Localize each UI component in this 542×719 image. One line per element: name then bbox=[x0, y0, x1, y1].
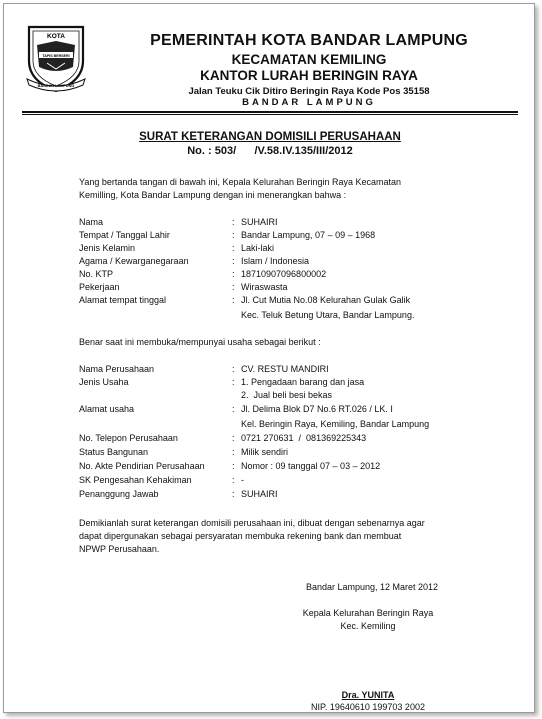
field-label: Jenis Kelamin bbox=[79, 243, 136, 253]
field-value: Jl. Delima Blok D7 No.6 RT.026 / LK. I bbox=[241, 404, 393, 414]
closing-line-2: dapat dipergunakan sebagai persyaratan membuka rekening bank dan membuat bbox=[79, 531, 402, 541]
field-colon: : bbox=[232, 404, 235, 414]
field-colon: : bbox=[232, 243, 235, 253]
field-label: No. Akte Pendirian Perusahaan bbox=[79, 461, 205, 471]
field-value: Laki-laki bbox=[241, 243, 275, 253]
field-colon: : bbox=[232, 295, 235, 305]
field-label: No. KTP bbox=[79, 269, 114, 279]
field-value: Nomor : 09 tanggal 07 – 03 – 2012 bbox=[241, 461, 381, 471]
header-address: Jalan Teuku Cik Ditiro Beringin Raya Kode Pos 35158 bbox=[188, 86, 430, 97]
closing-line-1: Demikianlah surat keterangan domisili perusahaan ini, dibuat dengan sebenarnya agar bbox=[79, 518, 425, 528]
place-date: Bandar Lampung, 12 Maret 2012 bbox=[305, 582, 439, 592]
logo-ribbon-text: BANDAR LAMPUNG bbox=[37, 84, 75, 88]
city-emblem-logo bbox=[23, 17, 89, 95]
field-label: Tempat / Tanggal Lahir bbox=[79, 230, 170, 240]
field-label: Nama Perusahaan bbox=[79, 364, 155, 374]
header-government: PEMERINTAH KOTA BANDAR LAMPUNG bbox=[150, 32, 468, 49]
field-label: Penanggung Jawab bbox=[79, 489, 159, 499]
field-label: Status Bangunan bbox=[79, 447, 149, 457]
signer-title-1: Kepala Kelurahan Beringin Raya bbox=[302, 608, 434, 618]
field-value: Bandar Lampung, 07 – 09 – 1968 bbox=[241, 230, 376, 240]
business-intro: Benar saat ini membuka/mempunyai usaha sebagai berikut : bbox=[79, 337, 321, 347]
logo-text-kota: KOTA bbox=[47, 33, 65, 40]
logo-badge-text: TAPIS BERSERI bbox=[42, 54, 70, 58]
field-label: Alamat tempat tinggal bbox=[79, 295, 167, 305]
field-colon: : bbox=[232, 217, 235, 227]
field-value: Wiraswasta bbox=[241, 282, 288, 292]
field-value: 0721 270631 / 081369225343 bbox=[241, 433, 367, 443]
field-value: 1. Pengadaan barang dan jasa bbox=[241, 377, 365, 387]
intro-line-2: Kemilling, Kota Bandar Lampung dengan ini menerangkan bahwa : bbox=[79, 190, 347, 200]
field-colon: : bbox=[232, 230, 235, 240]
document-title: SURAT KETERANGAN DOMISILI PERUSAHAAN bbox=[139, 131, 401, 143]
field-value: SUHAIRI bbox=[241, 489, 278, 499]
field-value-continued: Kel. Beringin Raya, Kemiling, Bandar Lampung bbox=[241, 419, 430, 429]
field-label: Alamat usaha bbox=[79, 404, 135, 414]
intro-line-1: Yang bertanda tangan di bawah ini, Kepala Kelurahan Beringin Raya Kecamatan bbox=[79, 177, 402, 187]
field-label: Nama bbox=[79, 217, 104, 227]
field-value: Jl. Cut Mutia No.08 Kelurahan Gulak Galik bbox=[241, 295, 411, 305]
field-label: Agama / Kewarganegaraan bbox=[79, 256, 189, 266]
field-colon: : bbox=[232, 489, 235, 499]
field-label: Jenis Usaha bbox=[79, 377, 129, 387]
header-district: KECAMATAN KEMILING bbox=[231, 52, 387, 67]
signer-name: Dra. YUNITA bbox=[341, 690, 395, 700]
signer-nip: NIP. 19640610 199703 2002 bbox=[311, 702, 425, 712]
field-value: Milik sendiri bbox=[241, 447, 289, 457]
field-value-continued: Kec. Teluk Betung Utara, Bandar Lampung. bbox=[241, 310, 415, 320]
field-value: SUHAIRI bbox=[241, 217, 278, 227]
field-label: No. Telepon Perusahaan bbox=[79, 433, 178, 443]
field-colon: : bbox=[232, 269, 235, 279]
field-colon: : bbox=[232, 433, 235, 443]
field-value-continued: 2. Jual beli besi bekas bbox=[241, 390, 333, 400]
field-colon: : bbox=[232, 447, 235, 457]
header-city: BANDAR LAMPUNG bbox=[242, 97, 376, 108]
closing-line-3: NPWP Perusahaan. bbox=[79, 544, 160, 554]
field-value: Islam / Indonesia bbox=[241, 256, 310, 266]
field-value: 18710907096800002 bbox=[241, 269, 327, 279]
field-colon: : bbox=[232, 377, 235, 387]
signer-title-2: Kec. Kemiling bbox=[340, 621, 396, 631]
header-divider-thin bbox=[22, 114, 518, 115]
field-colon: : bbox=[232, 461, 235, 471]
header-divider-thick bbox=[22, 111, 518, 113]
field-value: - bbox=[241, 475, 244, 485]
document-number: No. : 503/ /V.58.IV.135/III/2012 bbox=[187, 145, 353, 157]
field-label: SK Pengesahan Kehakiman bbox=[79, 475, 192, 485]
field-colon: : bbox=[232, 475, 235, 485]
field-colon: : bbox=[232, 364, 235, 374]
field-colon: : bbox=[232, 256, 235, 266]
document-page bbox=[3, 3, 535, 713]
field-colon: : bbox=[232, 282, 235, 292]
field-value: CV. RESTU MANDIRI bbox=[241, 364, 329, 374]
header-office: KANTOR LURAH BERINGIN RAYA bbox=[200, 68, 418, 83]
field-label: Pekerjaan bbox=[79, 282, 120, 292]
